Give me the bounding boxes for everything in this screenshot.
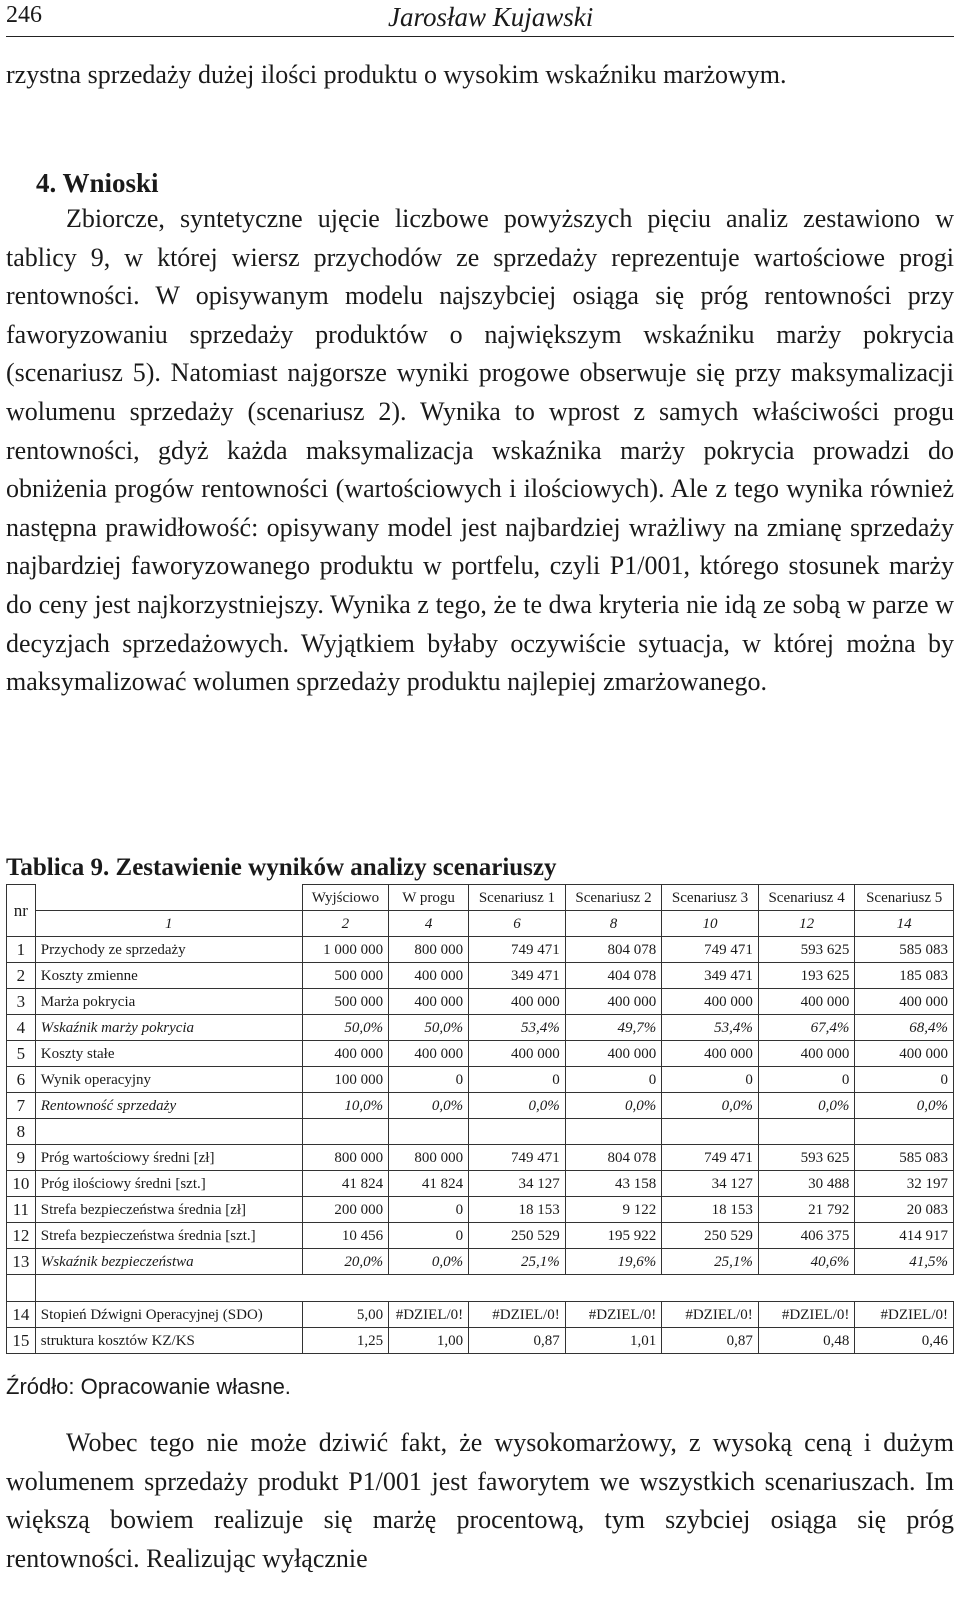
table-cell	[662, 1119, 759, 1145]
row-label: Strefa bezpieczeństwa średnia [szt.]	[35, 1223, 302, 1249]
table-cell: 1 000 000	[302, 937, 388, 963]
row-label: struktura kosztów KZ/KS	[35, 1328, 302, 1354]
table-cell: 0	[389, 1067, 469, 1093]
table-cell: 20 083	[855, 1197, 954, 1223]
section-heading: 4. Wnioski	[36, 168, 159, 198]
col-header-w-progu: W progu	[389, 885, 469, 911]
col-header-wyjsciowo: Wyjściowo	[302, 885, 388, 911]
table-row	[7, 937, 954, 963]
table-row	[7, 1093, 954, 1119]
table-cell: 30 488	[758, 1171, 855, 1197]
col-header-scenariusz-3: Scenariusz 3	[662, 885, 759, 911]
col-number: 14	[855, 911, 954, 937]
paragraph-following: Wobec tego nie może dziwić fakt, że wysokomarżowy, z wysoką ceną i dużym wolumenem sprzedaży produkt P1/001 jest faworytem we wszystkich scenariuszach. Im większą bowiem realizuje się marżę procentową, tym szybciej osiąga się próg rentowności. Realizując wyłącznie	[6, 1428, 954, 1573]
table-row	[7, 1171, 954, 1197]
table-cell: 20,0%	[302, 1249, 388, 1275]
row-label: Koszty stałe	[35, 1041, 302, 1067]
table-cell: 49,7%	[565, 1015, 662, 1041]
table-cell: 400 000	[565, 989, 662, 1015]
table-caption: Tablica 9. Zestawienie wyników analizy scenariuszy	[6, 854, 557, 881]
table-cell: 585 083	[855, 1145, 954, 1171]
row-number: 6	[7, 1067, 36, 1093]
table-cell: 349 471	[469, 963, 566, 989]
table-cell: 41,5%	[855, 1249, 954, 1275]
row-label: Strefa bezpieczeństwa średnia [zł]	[35, 1197, 302, 1223]
spacer-cell	[758, 1275, 855, 1302]
row-label: Próg ilościowy średni [szt.]	[35, 1171, 302, 1197]
col-number: 10	[662, 911, 759, 937]
table-cell: 25,1%	[469, 1249, 566, 1275]
table-source-note: Źródło: Opracowanie własne.	[6, 1374, 291, 1399]
table-row	[7, 963, 954, 989]
table-header-row	[7, 885, 954, 911]
table-cell: 185 083	[855, 963, 954, 989]
table-cell: 0,87	[469, 1328, 566, 1354]
table-cell: 10,0%	[302, 1093, 388, 1119]
table-cell: 1,25	[302, 1328, 388, 1354]
table-row	[7, 1302, 954, 1328]
row-label: Marża pokrycia	[35, 989, 302, 1015]
table-cell: 593 625	[758, 1145, 855, 1171]
table-cell: 250 529	[469, 1223, 566, 1249]
table-cell: 349 471	[662, 963, 759, 989]
table-cell: 68,4%	[855, 1015, 954, 1041]
table-cell: 404 078	[565, 963, 662, 989]
table-cell: 0,0%	[855, 1093, 954, 1119]
spacer-cell	[389, 1275, 469, 1302]
col-number: 1	[35, 911, 302, 937]
table-cell: 5,00	[302, 1302, 388, 1328]
table-row	[7, 1328, 954, 1354]
table-cell: 0,0%	[662, 1093, 759, 1119]
row-label: Koszty zmienne	[35, 963, 302, 989]
table-cell: 0	[758, 1067, 855, 1093]
row-number: 12	[7, 1223, 36, 1249]
table-cell: 0	[469, 1067, 566, 1093]
spacer-cell	[302, 1275, 388, 1302]
table-cell: 0	[662, 1067, 759, 1093]
running-header	[6, 0, 954, 37]
row-number: 3	[7, 989, 36, 1015]
row-label	[35, 1119, 302, 1145]
table-cell: 749 471	[662, 937, 759, 963]
table-cell: 0,48	[758, 1328, 855, 1354]
table-cell: 0,0%	[389, 1093, 469, 1119]
table-cell: 53,4%	[469, 1015, 566, 1041]
row-number: 14	[7, 1302, 36, 1328]
page-number: 246	[6, 2, 42, 28]
table-cell: #DZIEL/0!	[565, 1302, 662, 1328]
running-title: Jarosław Kujawski	[388, 2, 594, 32]
table-cell: 10 456	[302, 1223, 388, 1249]
table-cell: 250 529	[662, 1223, 759, 1249]
row-label: Rentowność sprzedaży	[35, 1093, 302, 1119]
table-cell: 41 824	[302, 1171, 388, 1197]
table-cell: 400 000	[855, 989, 954, 1015]
spacer-cell	[662, 1275, 759, 1302]
table-cell: 32 197	[855, 1171, 954, 1197]
table-cell: 18 153	[469, 1197, 566, 1223]
table-cell: 0	[855, 1067, 954, 1093]
table-cell: 414 917	[855, 1223, 954, 1249]
nr-header: nr	[7, 885, 36, 937]
row-label: Wskaźnik marży pokrycia	[35, 1015, 302, 1041]
table-row	[7, 1223, 954, 1249]
table-cell: 400 000	[469, 1041, 566, 1067]
table-cell: 0	[389, 1223, 469, 1249]
table-cell	[389, 1119, 469, 1145]
table-cell: 50,0%	[302, 1015, 388, 1041]
table-cell: 67,4%	[758, 1015, 855, 1041]
table-cell: 100 000	[302, 1067, 388, 1093]
table-cell: 9 122	[565, 1197, 662, 1223]
table-cell: 40,6%	[758, 1249, 855, 1275]
col-number: 2	[302, 911, 388, 937]
table-cell: 18 153	[662, 1197, 759, 1223]
row-label: Stopień Dźwigni Operacyjnej (SDO)	[35, 1302, 302, 1328]
table-cell: 1,01	[565, 1328, 662, 1354]
table-cell: 804 078	[565, 1145, 662, 1171]
table-column-number-row	[7, 911, 954, 937]
table-cell: #DZIEL/0!	[662, 1302, 759, 1328]
table-cell: 0,0%	[758, 1093, 855, 1119]
table-cell: 0	[565, 1067, 662, 1093]
table-cell: 400 000	[389, 989, 469, 1015]
table-cell: 400 000	[758, 989, 855, 1015]
table-cell: #DZIEL/0!	[389, 1302, 469, 1328]
table-cell: 400 000	[758, 1041, 855, 1067]
col-header-scenariusz-2: Scenariusz 2	[565, 885, 662, 911]
table-cell: 0	[389, 1197, 469, 1223]
table-cell: 400 000	[662, 989, 759, 1015]
row-label: Wskaźnik bezpieczeństwa	[35, 1249, 302, 1275]
col-number: 8	[565, 911, 662, 937]
table-cell: 406 375	[758, 1223, 855, 1249]
row-number: 9	[7, 1145, 36, 1171]
row-number: 7	[7, 1093, 36, 1119]
paragraph-conclusions: Zbiorcze, syntetyczne ujęcie liczbowe powyższych pięciu analiz zestawiono w tablicy 9, w której wiersz przychodów ze sprzedaży reprezentuje wartościowe progi rentowności. W opisywanym modelu najszybciej osiąga się próg rentowności przy faworyzowaniu sprzedaży produktów o największym wskaźniku marży pokrycia (scenariusz 5). Natomiast najgorsze wyniki progowe obserwuje się przy maksymalizacji wolumenu sprzedaży (scenariusz 2). Wynika to wprost z samych właściwości progu rentowności, gdyż każda maksymalizacja wskaźnika marży pokrycia prowadzi do obniżenia progów rentowności (wartościowych i ilościowych). Ale z tego wynika również następna prawidłowość: opisywany model jest najbardziej wrażliwy na zmianę sprzedaży najbardziej faworyzowanego produktu w portfelu, czyli P1/001, którego stosunek marży do ceny jest najkorzystniejszy. Wynika z tego, że te dwa kryteria nie idą ze sobą w parze w decyzjach sprzedażowych. Wyjątkiem byłaby oczywiście sytuacja, w której można by maksymalizować wolumen sprzedaży produktu najlepiej zmarżowanego.	[6, 204, 954, 697]
col-header-scenariusz-4: Scenariusz 4	[758, 885, 855, 911]
table-cell: 43 158	[565, 1171, 662, 1197]
table-cell: 804 078	[565, 937, 662, 963]
table-cell: 0,0%	[389, 1249, 469, 1275]
row-number: 8	[7, 1119, 36, 1145]
results-table	[6, 884, 954, 1354]
row-number: 10	[7, 1171, 36, 1197]
table-cell: 500 000	[302, 963, 388, 989]
spacer-cell	[855, 1275, 954, 1302]
table-cell: 53,4%	[662, 1015, 759, 1041]
col-number: 12	[758, 911, 855, 937]
table-cell: 34 127	[469, 1171, 566, 1197]
table-cell: 25,1%	[662, 1249, 759, 1275]
table-cell: 800 000	[302, 1145, 388, 1171]
table-cell: #DZIEL/0!	[758, 1302, 855, 1328]
row-label: Przychody ze sprzedaży	[35, 937, 302, 963]
paragraph-continuation: rzystna sprzedaży dużej ilości produktu o wysokim wskaźniku marżowym.	[6, 60, 787, 89]
table-cell: 400 000	[855, 1041, 954, 1067]
col-header-scenariusz-5: Scenariusz 5	[855, 885, 954, 911]
table-cell: 195 922	[565, 1223, 662, 1249]
table-cell: 50,0%	[389, 1015, 469, 1041]
spacer-cell	[7, 1275, 36, 1302]
table-cell: 749 471	[662, 1145, 759, 1171]
table-cell: 34 127	[662, 1171, 759, 1197]
col-number: 6	[469, 911, 566, 937]
table-cell: 19,6%	[565, 1249, 662, 1275]
table-cell: 1,00	[389, 1328, 469, 1354]
table-cell: 21 792	[758, 1197, 855, 1223]
table-cell: 200 000	[302, 1197, 388, 1223]
spacer-cell	[565, 1275, 662, 1302]
table-cell: 800 000	[389, 1145, 469, 1171]
table-row	[7, 1015, 954, 1041]
table-cell: #DZIEL/0!	[855, 1302, 954, 1328]
table-cell: 0,0%	[469, 1093, 566, 1119]
spacer-cell	[469, 1275, 566, 1302]
table-cell: 593 625	[758, 937, 855, 963]
table-row	[7, 1041, 954, 1067]
spacer-cell	[35, 1275, 302, 1302]
table-cell: 400 000	[389, 1041, 469, 1067]
table-cell	[565, 1119, 662, 1145]
table-row	[7, 1197, 954, 1223]
table-row	[7, 1249, 954, 1275]
table-cell: 500 000	[302, 989, 388, 1015]
table-cell	[302, 1119, 388, 1145]
row-number: 13	[7, 1249, 36, 1275]
table-cell: 0,0%	[565, 1093, 662, 1119]
row-number: 15	[7, 1328, 36, 1354]
row-number: 4	[7, 1015, 36, 1041]
table-cell: 41 824	[389, 1171, 469, 1197]
table-cell: 749 471	[469, 1145, 566, 1171]
row-number: 2	[7, 963, 36, 989]
table-cell: 0,46	[855, 1328, 954, 1354]
table-cell: 400 000	[662, 1041, 759, 1067]
table-cell	[758, 1119, 855, 1145]
table-cell: 800 000	[389, 937, 469, 963]
row-number: 5	[7, 1041, 36, 1067]
header-label-cell	[35, 885, 302, 911]
table-row	[7, 1067, 954, 1093]
table-cell: 585 083	[855, 937, 954, 963]
table-cell: 400 000	[302, 1041, 388, 1067]
table-row	[7, 1145, 954, 1171]
table-cell: 193 625	[758, 963, 855, 989]
row-label: Wynik operacyjny	[35, 1067, 302, 1093]
table-cell: 0,87	[662, 1328, 759, 1354]
table-spacer-row	[7, 1275, 954, 1302]
table-row	[7, 989, 954, 1015]
table-cell: 400 000	[565, 1041, 662, 1067]
row-number: 1	[7, 937, 36, 963]
row-number: 11	[7, 1197, 36, 1223]
table-cell	[469, 1119, 566, 1145]
table-cell	[855, 1119, 954, 1145]
table-cell: #DZIEL/0!	[469, 1302, 566, 1328]
table-cell: 749 471	[469, 937, 566, 963]
table-row	[7, 1119, 954, 1145]
col-header-scenariusz-1: Scenariusz 1	[469, 885, 566, 911]
table-cell: 400 000	[469, 989, 566, 1015]
row-label: Próg wartościowy średni [zł]	[35, 1145, 302, 1171]
table-cell: 400 000	[389, 963, 469, 989]
col-number: 4	[389, 911, 469, 937]
